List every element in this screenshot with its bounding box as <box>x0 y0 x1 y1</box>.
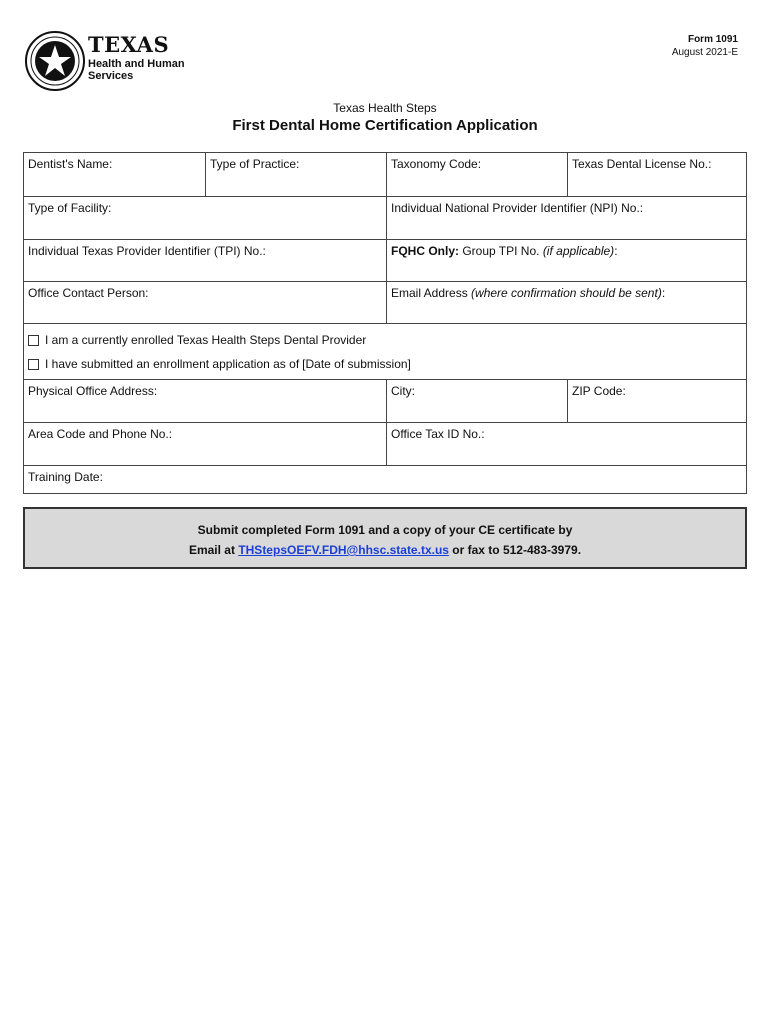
email-address-field[interactable] <box>386 282 746 323</box>
type-of-practice-field[interactable] <box>205 153 386 196</box>
fqhc-label-bold: FQHC Only: <box>391 244 459 258</box>
texas-seal-icon <box>24 30 86 92</box>
city-field[interactable] <box>386 380 567 422</box>
license-number-label: Texas Dental License No.: <box>572 157 712 171</box>
form-identifier <box>672 34 738 58</box>
email-label-end: : <box>661 286 666 300</box>
enrollment-status <box>24 323 746 379</box>
tpi-field[interactable] <box>24 240 386 281</box>
form-date: August 2021-E <box>671 47 738 58</box>
dentist-name-label: Dentist's Name: <box>28 157 113 171</box>
office-contact-label: Office Contact Person: <box>28 286 149 300</box>
submitted-checkbox[interactable] <box>28 359 39 370</box>
logo-state-name: TEXAS <box>88 32 170 57</box>
hhs-logo <box>24 30 194 94</box>
application-form <box>23 152 747 494</box>
npi-label: Individual National Provider Identifier (NPI) No.: <box>391 201 644 215</box>
submit-email-link[interactable]: THStepsOEFV.FDH@hhsc.state.tx.us <box>238 543 449 557</box>
taxonomy-code-label: Taxonomy Code: <box>391 157 482 171</box>
email-label: Email Address <box>391 286 472 300</box>
city-label: City: <box>391 384 415 398</box>
tpi-label: Individual Texas Provider Identifier (TPI) No.: <box>28 244 266 258</box>
submit-line-1: Submit completed Form 1091 and a copy of your CE certificate by <box>197 523 573 537</box>
phone-field[interactable] <box>24 423 386 465</box>
submission-instructions <box>23 507 747 569</box>
training-date-field[interactable] <box>24 466 746 493</box>
type-of-practice-label: Type of Practice: <box>210 157 300 171</box>
npi-field[interactable] <box>386 197 746 239</box>
fqhc-label-text: Group TPI No. <box>459 244 543 258</box>
license-number-field[interactable] <box>567 153 746 196</box>
logo-agency-name: Health and Human Services <box>88 58 185 82</box>
form-number: Form 1091 <box>687 34 738 45</box>
physical-address-label: Physical Office Address: <box>28 384 158 398</box>
submission-date-field[interactable]: [Date of submission] <box>302 357 411 371</box>
phone-label: Area Code and Phone No.: <box>28 427 173 441</box>
submitted-checkbox-label: I have submitted an enrollment application as of <box>45 357 300 371</box>
training-date-label: Training Date: <box>28 470 103 484</box>
zip-code-field[interactable] <box>567 380 746 422</box>
email-label-italic: (where confirmation should be sent) <box>471 286 662 300</box>
tax-id-field[interactable] <box>386 423 746 465</box>
submit-line-2 <box>25 540 745 560</box>
submit-fax-text: or fax to 512-483-3979. <box>448 543 582 557</box>
fqhc-group-tpi-field[interactable] <box>386 240 746 281</box>
submit-email-prefix: Email at <box>188 543 239 557</box>
fqhc-label-end: : <box>614 244 618 258</box>
page-title: First Dental Home Certification Application <box>232 117 538 134</box>
program-name: Texas Health Steps <box>333 101 437 115</box>
enrolled-checkbox[interactable] <box>28 335 39 346</box>
type-of-facility-field[interactable] <box>24 197 386 239</box>
dentist-name-field[interactable] <box>24 153 205 196</box>
enrolled-checkbox-label: I am a currently enrolled Texas Health Steps Dental Provider <box>45 333 367 347</box>
fqhc-label-italic: (if applicable) <box>542 244 615 258</box>
office-contact-field[interactable] <box>24 282 386 323</box>
zip-code-label: ZIP Code: <box>572 384 626 398</box>
physical-address-field[interactable] <box>24 380 386 422</box>
type-of-facility-label: Type of Facility: <box>28 201 112 215</box>
taxonomy-code-field[interactable] <box>386 153 567 196</box>
tax-id-label: Office Tax ID No.: <box>391 427 485 441</box>
